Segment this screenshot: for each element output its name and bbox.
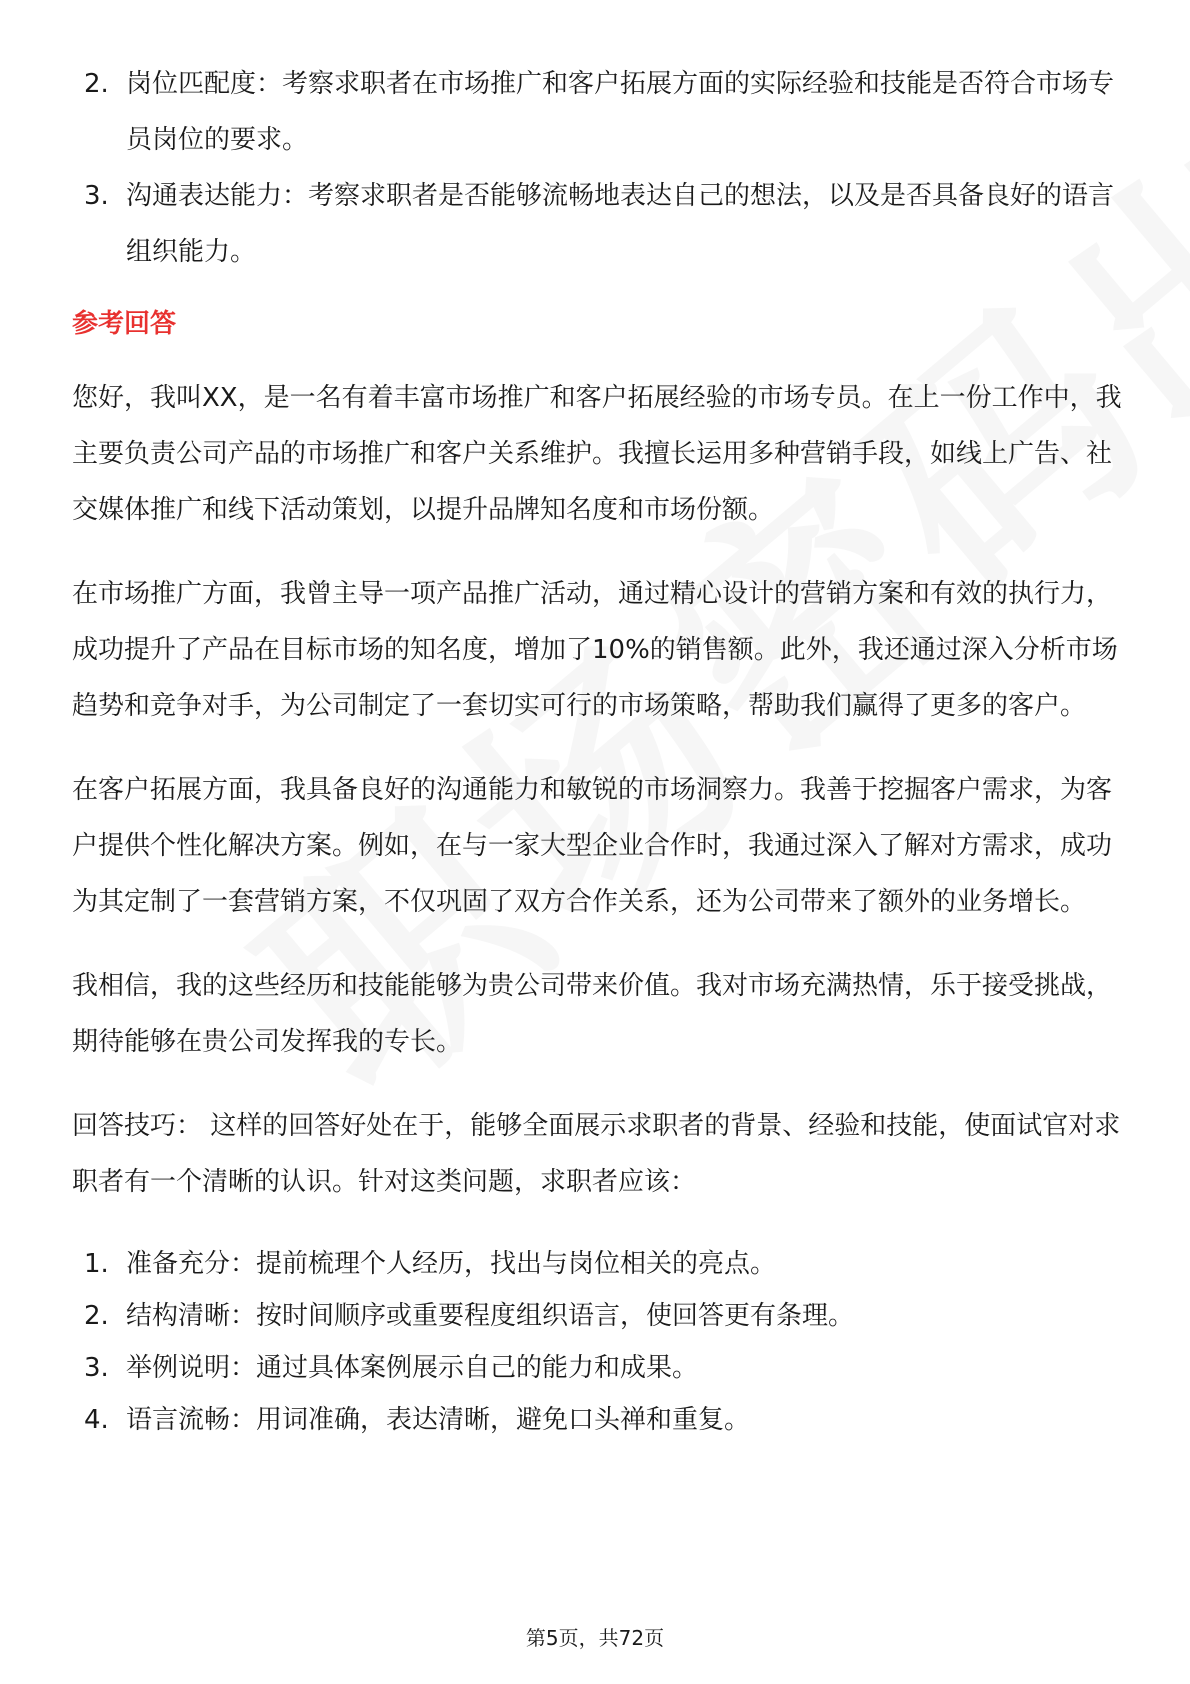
answer-tips-paragraph: 回答技巧： 这样的回答好处在于，能够全面展示求职者的背景、经验和技能，使面试官对求职者有一个清晰的认识。针对这类问题，求职者应该： — [72, 1111, 1121, 1197]
list-item-text: 岗位匹配度：考察求职者在市场推广和客户拓展方面的实际经验和技能是否符合市场专员岗位的要求。 — [126, 69, 1115, 155]
list-item — [72, 1238, 1122, 1290]
list-item — [72, 56, 1122, 168]
answer-paragraph: 在市场推广方面，我曾主导一项产品推广活动，通过精心设计的营销方案和有效的执行力，成功提升了产品在目标市场的知名度，增加了10%的销售额。此外，我还通过深入分析市场趋势和竞争对手，为公司制定了一套切实可行的市场策略，帮助我们赢得了更多的客户。 — [72, 579, 1118, 721]
page-content — [72, 56, 1122, 1446]
list-item-text: 结构清晰：按时间顺序或重要程度组织语言，使回答更有条理。 — [126, 1301, 855, 1331]
evaluation-list — [72, 56, 1122, 280]
list-item — [72, 1394, 1122, 1446]
list-item-number: 2. — [84, 1301, 109, 1331]
answer-paragraph: 在客户拓展方面，我具备良好的沟通能力和敏锐的市场洞察力。我善于挖掘客户需求，为客户提供个性化解决方案。例如，在与一家大型企业合作时，我通过深入了解对方需求，成功为其定制了一套营销方案，不仅巩固了双方合作关系，还为公司带来了额外的业务增长。 — [72, 775, 1113, 917]
list-item — [72, 1290, 1122, 1342]
answer-paragraph: 您好，我叫XX，是一名有着丰富市场推广和客户拓展经验的市场专员。在上一份工作中，我主要负责公司产品的市场推广和客户关系维护。我擅长运用多种营销手段，如线上广告、社交媒体推广和线下活动策划，以提升品牌知名度和市场份额。 — [72, 383, 1122, 525]
list-item-text: 举例说明：通过具体案例展示自己的能力和成果。 — [126, 1353, 699, 1383]
list-item-number: 3. — [84, 181, 109, 211]
list-item-text: 语言流畅：用词准确，表达清晰，避免口头禅和重复。 — [126, 1405, 751, 1435]
list-item-number: 3. — [84, 1353, 109, 1383]
list-item-number: 4. — [84, 1405, 109, 1435]
list-item-text: 准备充分：提前梳理个人经历，找出与岗位相关的亮点。 — [126, 1249, 777, 1279]
list-item-number: 2. — [84, 69, 109, 99]
page-number-footer: 第5页，共72页 — [525, 1626, 665, 1650]
answer-paragraph: 我相信，我的这些经历和技能能够为贵公司带来价值。我对市场充满热情，乐于接受挑战，期待能够在贵公司发挥我的专长。 — [72, 971, 1113, 1057]
list-item — [72, 1342, 1122, 1394]
tips-list — [72, 1238, 1122, 1446]
list-item — [72, 168, 1122, 280]
list-item-number: 1. — [84, 1249, 109, 1279]
section-title: 参考回答 — [72, 309, 177, 339]
list-item-text: 沟通表达能力：考察求职者是否能够流畅地表达自己的想法，以及是否具备良好的语言组织能力。 — [126, 181, 1115, 267]
